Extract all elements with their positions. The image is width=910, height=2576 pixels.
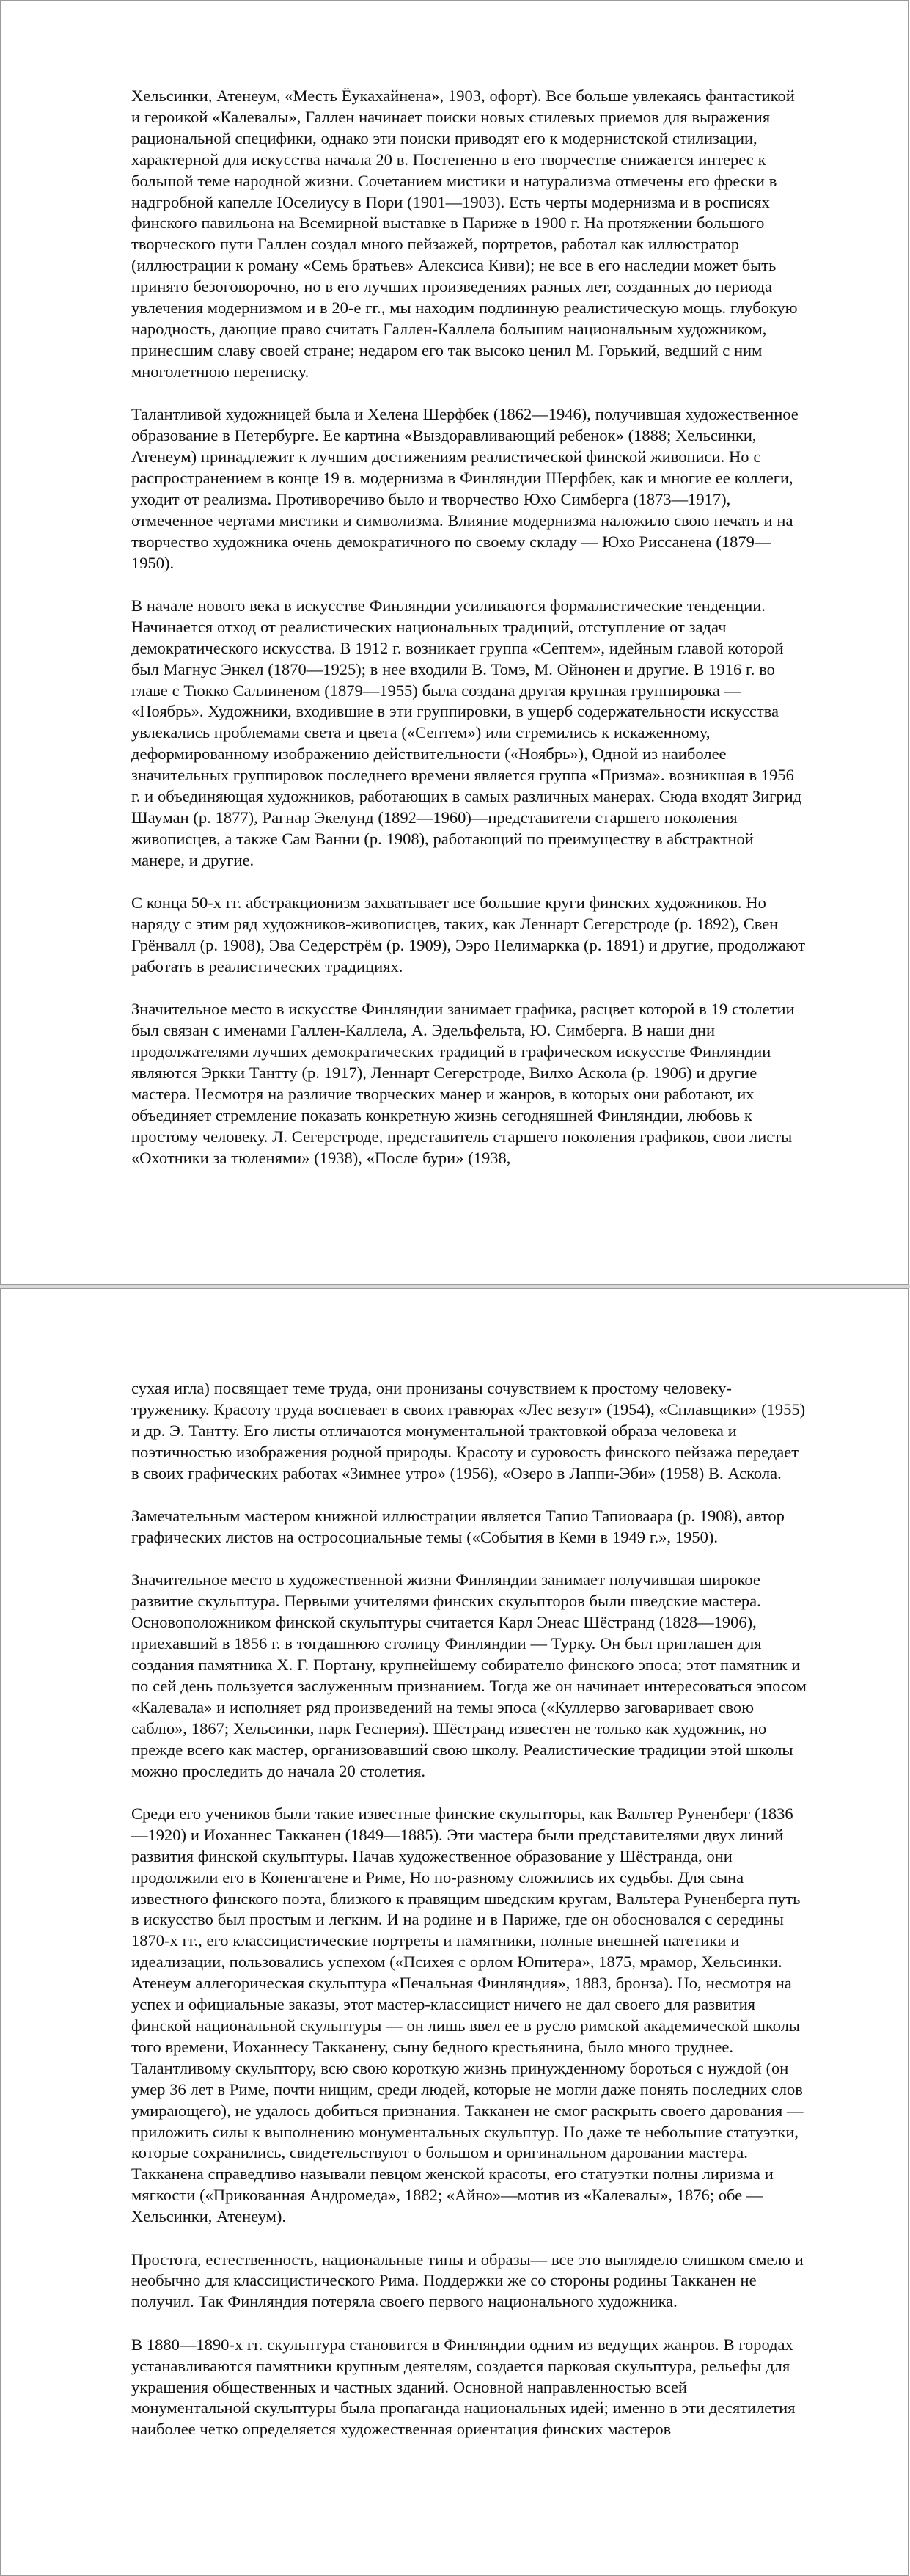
paragraph: Замечательным мастером книжной иллюстрации является Тапио Тапиоваара (р. 1908), автор графических листов на остросоциальные темы («События в Кеми в 1949 г.», 1950). [131,1507,785,1546]
paragraph: В 1880—1890-х гг. скульптура становится в Финляндии одним из ведущих жанров. В городах устанавливаются памятники крупным деятелям, создается парковая скульптура, рельефы для украшения общественных и частных зданий. Основной направленностью всей монументальной скульптуры была пропаганда национальных идей; именно в эти десятилетия наиболее четко определяется художественная ориентация финских мастеров [131,2335,796,2439]
page-1 [0,0,909,1285]
paragraph: Хельсинки, Атенеум, «Месть Ёукахайнена», 1903, офорт). Все больше увлекаясь фантастикой и героикой «Калевалы», Галлен начинает поиски новых стилевых приемов для выражения рациональной специфики, однако эти поиски приводят его к модернистской стилизации, характерной для искусства начала 20 в. Постепенно в его творчестве снижается интерес к большой теме народной жизни. Сочетанием мистики и натурализма отмечены его фрески в надгробной капелле Юселиусу в Пори (1901—1903). Есть черты модернизма и в росписях финского павильона на Всемирной выставке в Париже в 1900 г. На протяжении большого творческого пути Галлен создал много пейзажей, портретов, работал как иллюстратор (иллюстрации к роману «Семь братьев» Алексиса Киви); не все в его наследии может быть принято безоговорочно, но в его лучших произведениях разных лет, созданных до периода увлечения модернизмом и в 20-е гг., мы находим подлинную реалистическую мощь. глубокую народность, дающие право считать Галлен-Каллела большим национальным художником, принесшим славу своей стране; недаром его так высоко ценил М. Горький, ведший с ним многолетнюю переписку. [131,87,798,381]
paragraph: Простота, естественность, национальные типы и образы— все это выглядело слишком смело и необычно для классицистического Рима. Поддержки же со стороны родины Такканен не получил. Так Финляндия потеряла своего первого национального художника. [131,2250,804,2311]
paragraph: сухая игла) посвящает теме труда, они пронизаны сочувствием к простому человеку-труженику. Красоту труда воспевает в своих гравюрах «Лес везут» (1954), «Сплавщики» (1955) и др. Э. Тантту. Его листы отличаются монументальной трактовкой образа человека и поэтичностью изображения родной природы. Красоту и суровость финского пейзажа передает в своих графических работах «Зимнее утро» (1956), «Озеро в Лаппи-Эби» (1958) В. Аскола. [131,1379,806,1482]
paragraph: Талантливой художницей была и Хелена Шерфбек (1862—1946), получившая художественное образование в Петербурге. Ее картина «Выздоравливающий ребенок» (1888; Хельсинки, Атенеум) принадлежит к лучшим достижениям реалистической финской живописи. Но с распространением в конце 19 в. модернизма в Финляндии Шерфбек, как и многие ее коллеги, уходит от реализма. Противоречиво было и творчество Юхо Симберга (1873—1917), отмеченное чертами мистики и символизма. Влияние модернизма наложило свою печать и на творчество художника очень демократичного по своему складу — Юхо Риссанена (1879—1950). [131,405,799,572]
paragraph: Значительное место в художественной жизни Финляндии занимает получившая широкое развитие скульптура. Первыми учителями финских скульпторов были шведские мастера. Основоположником финской скульптуры считается Карл Энеас Шёстранд (1828—1906), приехавший в 1856 г. в тогдашнюю столицу Финляндии — Турку. Он был приглашен для создания памятника Х. Г. Портану, крупнейшему собирателю финского эпоса; этот памятник и по сей день пользуется заслуженным признанием. Тогда же он начинает интересоваться эпосом «Калевала» и исполняет ряд произведений на темы эпоса («Куллерво заговаривает свою саблю», 1867; Хельсинки, парк Гесперия). Шёстранд известен не только как художник, но прежде всего как мастер, организовавший свою школу. Реалистические традиции этой школы можно проследить до начала 20 столетия. [131,1570,807,1780]
page-2-text [131,1378,807,2462]
paragraph: С конца 50-х гг. абстракционизм захватывает все большие круги финских художников. Но наряду с этим ряд художников-живописцев, таких, как Леннарт Сегерстроде (р. 1892), Свен Грёнвалл (р. 1908), Эва Седерстрём (р. 1909), Ээро Нелимаркка (р. 1891) и другие, продолжают работать в реалистических традициях. [131,893,806,976]
paragraph: В начале нового века в искусстве Финляндии усиливаются формалистические тенденции. Начинается отход от реалистических национальных традиций, отступление от задач демократического искусства. В 1912 г. возникает группа «Септем», идейным главой которой был Магнус Энкел (1870—1925); в нее входили В. Томэ, М. Ойнонен и другие. В 1916 г. во главе с Тюкко Саллиненом (1879—1955) была создана другая крупная группировка — «Ноябрь». Художники, входившие в эти группировки, в ущерб содержательности искусства увлекались проблемами света и цвета («Септем») или стремились к искаженному, деформированному изображению действительности («Ноябрь»), Одной из наиболее значительных группировок последнего времени является группа «Призма». возникшая в 1956 г. и объединяющая художников, работающих в самых различных манерах. Сюда входят Зигрид Шауман (р. 1877), Рагнар Экелунд (1892—1960)—представители старшего поколения живописцев, а также Сам Ванни (р. 1908), работающий по преимуществу в абстрактной манере, и другие. [131,596,802,869]
page-2 [0,1288,909,2576]
paragraph: Значительное место в искусстве Финляндии занимает графика, расцвет которой в 19 столетии был связан с именами Галлен-Каллела, А. Эдельфельта, Ю. Симберга. В наши дни продолжателями лучших демократических традиций в графическом искусстве Финляндии являются Эркки Тантту (р. 1917), Леннарт Сегерстроде, Вилхо Аскола (р. 1906) и другие мастера. Несмотря на различие творческих манер и жанров, в которых они работают, их объединяет стремление показать конкретную жизнь сегодняшней Финляндии, любовь к простому человеку. Л. Сегерстроде, представитель старшего поколения графиков, свои листы «Охотники за тюленями» (1938), «После бури» (1938, [131,1000,795,1167]
paragraph: Среди его учеников были такие известные финские скульпторы, как Вальтер Руненберг (1836—1920) и Иоханнес Такканен (1849—1885). Эти мастера были представителями двух линий развития финской скульптуры. Начав художественное образование у Шёстранда, они продолжили его в Копенгагене и Риме, Но по-разному сложились их судьбы. Для сына известного финского поэта, близкого к правящим шведским кругам, Вальтера Руненберга путь в искусство был простым и легким. И на родине и в Париже, где он обосновался с середины 1870-х гг., его классицистические портреты и памятники, полные внешней патетики и идеализации, пользовались успехом («Психея с орлом Юпитера», 1875, мрамор, Хельсинки. Атенеум аллегорическая скульптура «Печальная Финляндия», 1883, бронза). Но, несмотря на успех и официальные заказы, этот мастер-классицист ничего не дал своего для развития финской национальной скульптуры — он лишь ввел ее в русло римской академической школы того времени, Иоханнесу Такканену, сыну бедного крестьянина, было много труднее. Талантливому скульптору, всю свою короткую жизнь принужденному бороться с нуждой (он умер 36 лет в Риме, почти нищим, среди людей, которые не могли даже понять последних слов умирающего), не удалось добиться признания. Такканен не смог раскрыть своего дарования — приложить силы к выполнению монументальных скульптур. Но даже те небольшие статуэтки, которые сохранились, свидетельствуют о большом и оригинальном даровании мастера. Такканена справедливо называли певцом женской красоты, его статуэтки полны лиризма и мягкости («Прикованная Андромеда», 1882; «Айно»—мотив из «Калевалы», 1876; обе — Хельсинки, Атенеум). [131,1804,804,2226]
page-1-text [131,86,807,1190]
